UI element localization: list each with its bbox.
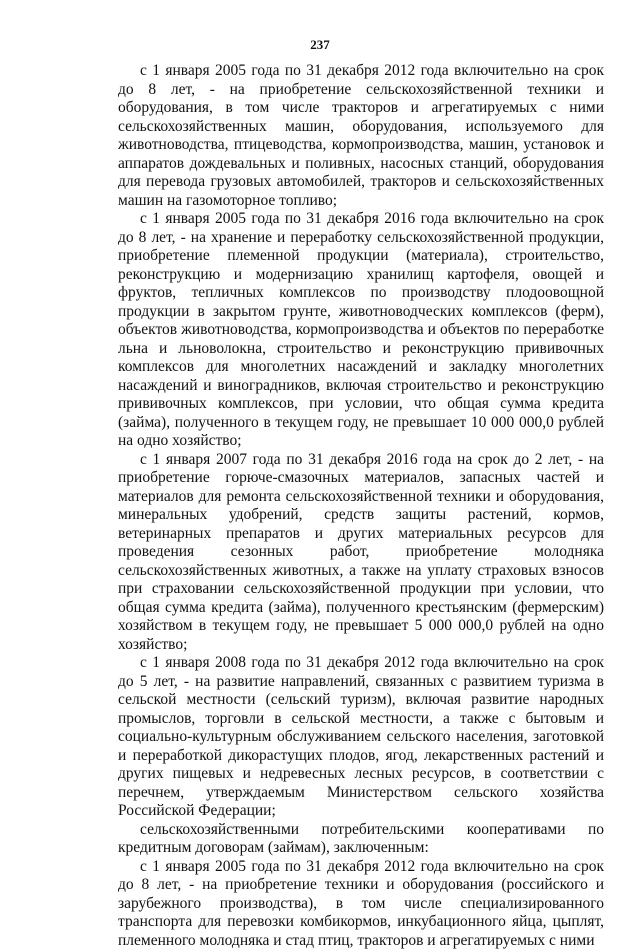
paragraph-credit-2008-2012-tourism: с 1 января 2008 года по 31 декабря 2012 года включительно на срок до 5 лет, - на развитие направлений, связанных с развитием туризма в сельской местности (сельский туризм), включая развитие народных промыслов, торговли в сельской местности, а также с бытовым и социально-культурным обслуживанием сельского населения, заготовкой и переработкой дикорастущих плодов, ягод, лекарственных растений и других пищевых и недревесных лесных ресурсов, в соответствии с перечнем, утверждаемым Министерством сельского хозяйства Российской Федерации;	[118, 654, 604, 821]
paragraph-cooperatives-2005-2012: с 1 января 2005 года по 31 декабря 2012 года включительно на срок до 8 лет, - на приобретение техники и оборудования (российского и зарубежного производства), в том числе специализированного транспорта для перевозки комбикормов, инкубационного яйца, цыплят, племенного молодняка и стад птиц, тракторов и агрегатируемых с ними	[118, 858, 604, 950]
paragraph-credit-2007-2016-materials: с 1 января 2007 года по 31 декабря 2016 года на срок до 2 лет, - на приобретение горюче-смазочных материалов, запасных частей и материалов для ремонта сельскохозяйственной техники и оборудования, минеральных удобрений, средств защиты растений, кормов, ветеринарных препаратов и других материальных ресурсов для проведения сезонных работ, приобретение молодняка сельскохозяйственных животных, а также на уплату страховых взносов при страховании сельскохозяйственной продукции при условии, что общая сумма кредита (займа), полученного крестьянским (фермерским) хозяйством в текущем году, не превышает 5 000 000,0 рублей на одно хозяйство;	[118, 451, 604, 655]
paragraph-credit-2005-2016-storage: с 1 января 2005 года по 31 декабря 2016 года включительно на срок до 8 лет, - на хранение и переработку сельскохозяйственной продукции, приобретение племенной продукции (материала), строительство, реконструкцию и модернизацию хранилищ картофеля, овощей и фруктов, тепличных комплексов по производству плодоовощной продукции в закрытом грунте, животноводческих комплексов (ферм), объектов животноводства, кормопроизводства и объектов по переработке льна и льноволокна, строительство и реконструкцию прививочных комплексов для многолетних насаждений и закладку многолетних насаждений и виноградников, включая строительство и реконструкцию прививочных комплексов, при условии, что общая сумма кредита (займа), полученного в текущем году, не превышает 10 000 000,0 рублей на одно хозяйство;	[118, 210, 604, 451]
page-number: 237	[0, 37, 640, 53]
paragraph-credit-2005-2012-equipment: с 1 января 2005 года по 31 декабря 2012 года включительно на срок до 8 лет, - на приобретение сельскохозяйственной техники и оборудования, в том числе тракторов и агрегатируемых с ними сельскохозяйственных машин, оборудования, используемого для животноводства, птицеводства, кормопроизводства, машин, установок и аппаратов дождевальных и поливных, насосных станций, оборудования для перевода грузовых автомобилей, тракторов и сельскохозяйственных машин на газомоторное топливо;	[118, 62, 604, 210]
paragraph-cooperatives-intro: сельскохозяйственными потребительскими кооперативами по кредитным договорам (займам), заключенным:	[118, 821, 604, 858]
document-body	[118, 62, 604, 950]
